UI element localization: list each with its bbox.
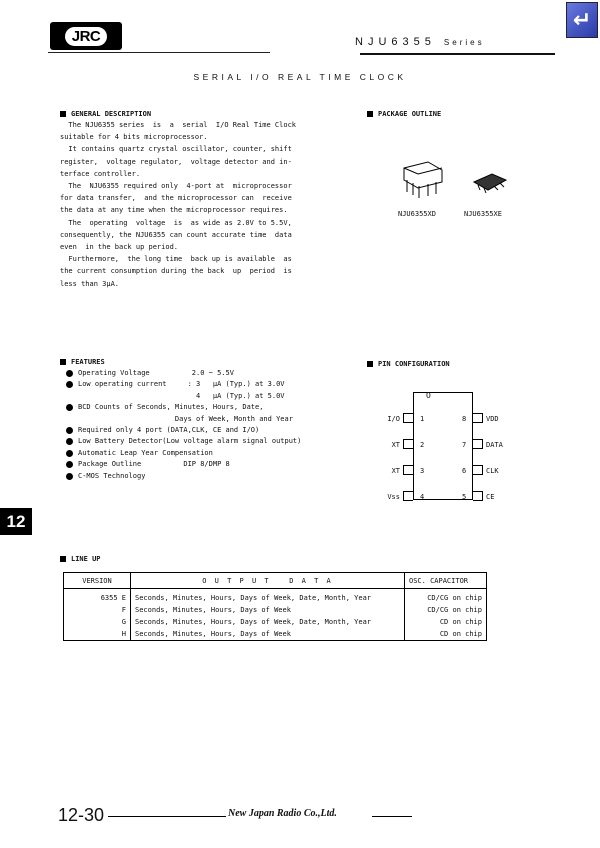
pin-name: XT: [391, 467, 400, 475]
description-line: for data transfer, and the microprocessor can receive: [60, 194, 292, 203]
pin-lead: [403, 439, 413, 449]
jrc-logo: JRC: [50, 22, 122, 50]
line-up-table: [63, 572, 487, 641]
pin-number: 8: [462, 415, 467, 423]
features-heading: FEATURES: [60, 358, 105, 366]
divider: [360, 53, 555, 55]
description-line: The operating voltage is as wide as 2.0V to 5.5V,: [60, 218, 292, 227]
table-cell: 6355 E: [64, 589, 131, 605]
pin-name: XT: [391, 441, 400, 449]
description-line: Furthermore, the long time back up is available as: [60, 255, 292, 264]
description-line: The NJU6355 series is a serial I/O Real Time Clock: [60, 121, 297, 129]
pin-number: 5: [462, 493, 467, 501]
bullet-icon: [66, 370, 73, 377]
table-row: [64, 589, 487, 605]
feature-item: Low Battery Detector(Low voltage alarm signal output): [64, 436, 301, 447]
table-cell: Seconds, Minutes, Hours, Days of Week, Date, Month, Year: [131, 616, 405, 628]
general-description-text: [60, 119, 345, 290]
column-header: OSC. CAPACITOR: [405, 573, 487, 589]
table-cell: CD/CG on chip: [405, 604, 487, 616]
pin-lead: [473, 491, 483, 501]
general-description-heading: GENERAL DESCRIPTION: [60, 110, 151, 118]
pin-name: CE: [486, 493, 495, 501]
description-line: It contains quartz crystal oscillator, counter, shift: [60, 145, 292, 154]
table-cell: H: [64, 628, 131, 641]
pin-name: I/O: [387, 415, 400, 423]
description-line: even in the back up period.: [60, 243, 179, 252]
pin-name: DATA: [486, 441, 503, 449]
bullet-icon: [66, 450, 73, 457]
section-tab[interactable]: 12: [0, 508, 32, 535]
bullet-icon: [66, 381, 73, 388]
document-title: SERIAL I/O REAL TIME CLOCK: [193, 72, 407, 82]
divider: [48, 52, 270, 53]
feature-item: Package Outline DIP 8/DMP 8: [64, 459, 301, 470]
table-cell: Seconds, Minutes, Hours, Days of Week: [131, 604, 405, 616]
back-arrow-icon[interactable]: ↵: [566, 2, 598, 38]
pin-lead: [403, 465, 413, 475]
pin-number: 6: [462, 467, 467, 475]
table-row: [64, 604, 487, 616]
dmp-package-icon: [470, 170, 510, 194]
column-header: VERSION: [64, 573, 131, 589]
description-line: terface controller.: [60, 169, 141, 178]
table-cell: Seconds, Minutes, Hours, Days of Week: [131, 628, 405, 641]
pin-number: 4: [420, 493, 425, 501]
table-row: [64, 616, 487, 628]
ic-chip-outline: O: [413, 392, 473, 500]
pin-lead: [473, 439, 483, 449]
divider: [108, 816, 226, 817]
pin-name: VDD: [486, 415, 499, 423]
table-header-row: [64, 573, 487, 589]
dip-package-icon: [398, 160, 446, 200]
table-cell: CD/CG on chip: [405, 589, 487, 605]
pin-name: Vss: [387, 493, 400, 501]
package-outline-heading: PACKAGE OUTLINE: [367, 110, 441, 118]
bullet-icon: [66, 438, 73, 445]
company-name: New Japan Radio Co.,Ltd.: [228, 808, 337, 819]
description-line: suitable for 4 bits microprocessor.: [60, 133, 208, 142]
feature-item: Low operating current : 3 μA (Typ.) at 3.0V: [64, 379, 301, 390]
pin-lead: [473, 413, 483, 423]
pin-configuration-heading: PIN CONFIGURATION: [367, 360, 450, 368]
bullet-icon: [66, 427, 73, 434]
feature-item: Operating Voltage 2.0 ~ 5.5V: [64, 368, 301, 379]
pin-name: CLK: [486, 467, 499, 475]
bullet-icon: [66, 404, 73, 411]
feature-item: Automatic Leap Year Compensation: [64, 448, 301, 459]
description-line: register, voltage regulator, voltage detector and in-: [60, 157, 292, 166]
divider: [372, 816, 412, 817]
description-line: the current consumption during the back up period is: [60, 267, 292, 276]
line-up-heading: LINE UP: [60, 555, 101, 563]
feature-item: C-MOS Technology: [64, 471, 301, 482]
package-label-dip: NJU6355XD: [398, 210, 436, 218]
pin-lead: [473, 465, 483, 475]
description-line: consequently, the NJU6355 can count accurate time data: [60, 230, 292, 239]
pin-number: 2: [420, 441, 425, 449]
features-list: [64, 368, 301, 482]
table-cell: G: [64, 616, 131, 628]
description-line: The NJU6355 required only 4-port at microprocessor: [60, 182, 292, 191]
pin-lead: [403, 491, 413, 501]
series-title: NJU6355 Series: [355, 36, 485, 48]
feature-item: Days of Week, Month and Year: [78, 414, 293, 423]
bullet-icon: [66, 473, 73, 480]
description-line: less than 3μA.: [60, 279, 120, 288]
pin-lead: [403, 413, 413, 423]
pin-number: 7: [462, 441, 467, 449]
table-cell: F: [64, 604, 131, 616]
package-label-dmp: NJU6355XE: [464, 210, 502, 218]
page-number: 12-30: [58, 805, 105, 825]
feature-item: BCD Counts of Seconds, Minutes, Hours, Date,: [64, 402, 301, 413]
description-line: the data at any time when the microprocessor requires.: [60, 206, 288, 215]
pin-number: 3: [420, 467, 425, 475]
feature-item: 4 μA (Typ.) at 5.0V: [78, 391, 285, 400]
table-cell: CD on chip: [405, 628, 487, 641]
pin-number: 1: [420, 415, 425, 423]
table-cell: CD on chip: [405, 616, 487, 628]
table-row: [64, 628, 487, 641]
table-cell: Seconds, Minutes, Hours, Days of Week, Date, Month, Year: [131, 589, 405, 605]
feature-item: Required only 4 port (DATA,CLK, CE and I/O): [64, 425, 301, 436]
column-header: O U T P U T D A T A: [131, 573, 405, 589]
bullet-icon: [66, 461, 73, 468]
